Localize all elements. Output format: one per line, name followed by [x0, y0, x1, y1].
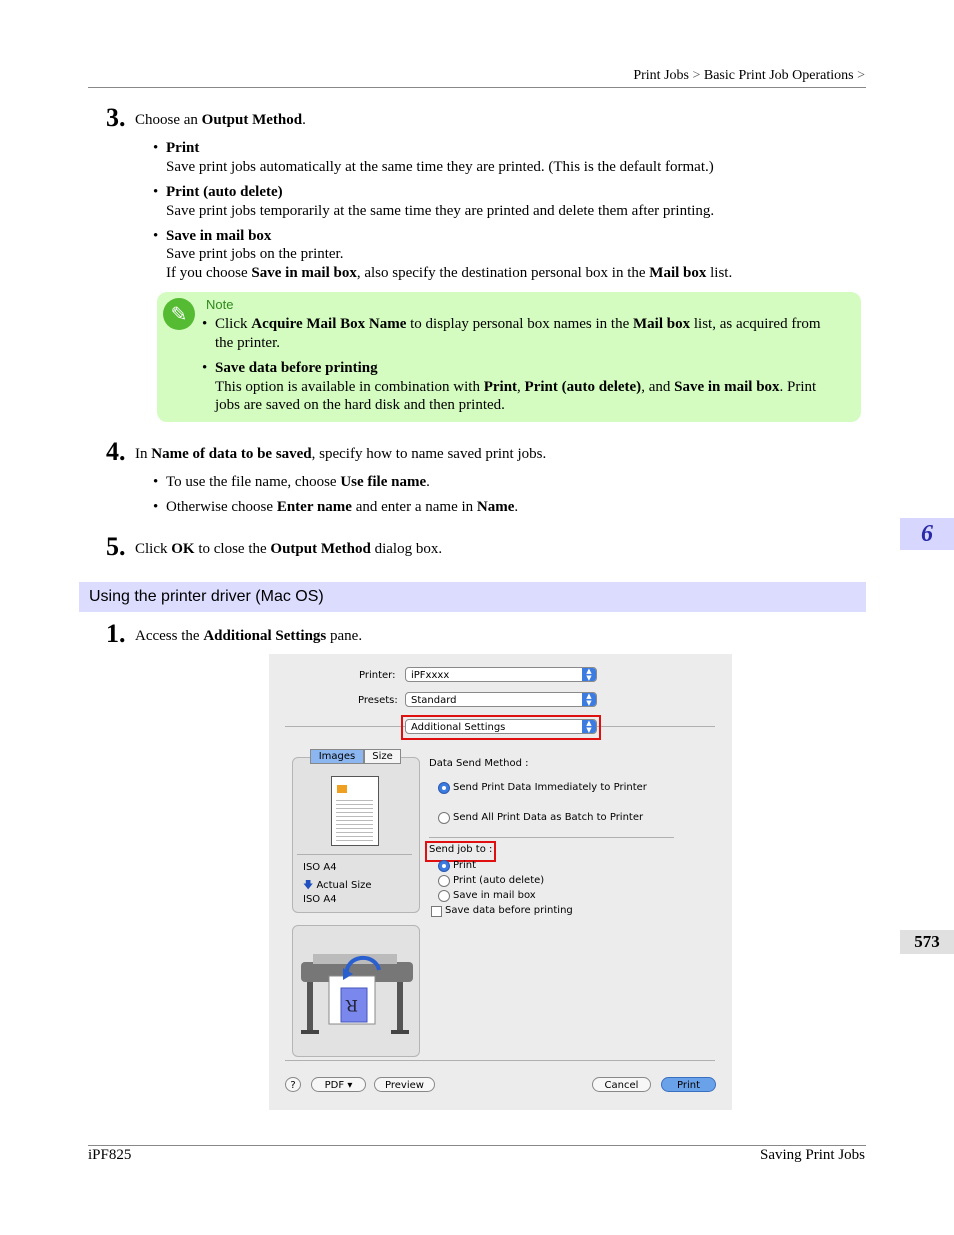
- radio-send-batch[interactable]: [438, 812, 450, 824]
- note-item-save-data-line2: jobs are saved on the hard disk and then printed.: [215, 397, 505, 413]
- paper-size-1: ISO A4: [303, 862, 337, 873]
- pdf-button[interactable]: PDF ▾: [311, 1077, 366, 1092]
- divider: [285, 1060, 715, 1061]
- page-thumbnail: [331, 776, 379, 846]
- bullet-print-auto-delete: • Print (auto delete): [153, 184, 283, 200]
- presets-label: Presets:: [358, 695, 398, 706]
- checkbox-save-data[interactable]: [431, 906, 442, 917]
- step5-text: Click OK to close the Output Method dialog box.: [135, 541, 443, 557]
- step-number-3: 3.: [106, 103, 126, 132]
- label-send-immediately: Send Print Data Immediately to Printer: [453, 782, 647, 793]
- bullet-print-desc: Save print jobs automatically at the same time they are printed. (This is the default format.): [166, 159, 714, 175]
- step4-text: In Name of data to be saved, specify how to name saved print jobs.: [135, 446, 547, 462]
- data-send-method-label: Data Send Method :: [429, 758, 529, 769]
- bullet-print: • Print: [153, 140, 200, 156]
- thumbnail-text-lines: [336, 797, 373, 841]
- footer-model: iPF825: [88, 1147, 132, 1163]
- printer-image-pane: [292, 925, 420, 1057]
- breadcrumb-separator: >: [692, 68, 701, 83]
- send-job-to-label: Send job to :: [429, 844, 493, 855]
- step-number-1: 1.: [106, 619, 126, 648]
- cancel-button[interactable]: Cancel: [592, 1077, 651, 1092]
- radio-print-auto-delete[interactable]: [438, 875, 450, 887]
- pane-value: Additional Settings: [411, 722, 506, 733]
- breadcrumb-separator: >: [857, 68, 865, 83]
- note-item-acquire-line2: the printer.: [215, 335, 280, 351]
- highlight-send-job-to: [425, 841, 496, 862]
- print-dialog: [269, 654, 732, 1110]
- step3-text: Choose an Output Method.: [135, 112, 306, 128]
- radio-print[interactable]: [438, 860, 450, 872]
- divider: [297, 854, 412, 855]
- note-item-save-data-desc: This option is available in combination with Print, Print (auto delete), and Save in mail box. Print: [215, 379, 817, 395]
- breadcrumb-basic-operations: Basic Print Job Operations: [703, 68, 854, 83]
- divider: [429, 837, 674, 838]
- bullet-save-mail-box-desc: Save print jobs on the printer.: [166, 246, 344, 262]
- breadcrumb-print-jobs: Print Jobs: [633, 68, 689, 83]
- label-print: Print: [453, 860, 477, 871]
- popup-arrows-icon: ▲ ▼: [582, 693, 596, 706]
- paper-size-2: ISO A4: [303, 894, 337, 905]
- radio-save-mail-box[interactable]: [438, 890, 450, 902]
- printer-label: Printer:: [359, 670, 396, 681]
- step4-bullet-enter-name: • Otherwise choose Enter name and enter a name in Name.: [153, 499, 519, 515]
- tab-images[interactable]: Images: [310, 749, 364, 764]
- bullet-print-auto-delete-desc: Save print jobs temporarily at the same time they are printed and delete them after printing.: [166, 203, 715, 219]
- actual-size: 🡇 Actual Size: [303, 880, 372, 891]
- label-save-mail-box: Save in mail box: [453, 890, 536, 901]
- printer-popup[interactable]: [405, 667, 597, 682]
- note-item-save-data: • Save data before printing: [202, 360, 378, 376]
- header-rule: [88, 87, 866, 88]
- presets-popup[interactable]: [405, 692, 597, 707]
- highlight-additional-settings: [401, 715, 601, 740]
- bullet-save-mail-box: • Save in mail box: [153, 228, 272, 244]
- label-print-auto-delete: Print (auto delete): [453, 875, 545, 886]
- svg-text:R: R: [345, 996, 358, 1015]
- step4-bullet-use-file-name: • To use the file name, choose Use file name.: [153, 474, 430, 490]
- popup-arrows-icon: ▲ ▼: [582, 668, 596, 681]
- step1-text: Access the Additional Settings pane.: [135, 628, 363, 644]
- step-number-4: 4.: [106, 437, 126, 466]
- preview-button[interactable]: Preview: [374, 1077, 435, 1092]
- footer-chapter-title: Saving Print Jobs: [759, 1147, 865, 1163]
- note-label: Note: [206, 297, 234, 312]
- printer-illustration-icon: [293, 926, 417, 1054]
- tab-size[interactable]: Size: [364, 749, 401, 764]
- step-number-5: 5.: [106, 532, 126, 561]
- chapter-tab[interactable]: 6: [900, 518, 954, 550]
- running-header: [633, 68, 865, 84]
- note-item-acquire: • Click Acquire Mail Box Name to display personal box names in the Mail box list, as acquired from: [202, 316, 821, 332]
- section-title: Using the printer driver (Mac OS): [89, 588, 324, 605]
- page-number: 573: [900, 930, 954, 954]
- print-button[interactable]: Print: [661, 1077, 716, 1092]
- mail-box-instruction: If you choose Save in mail box, also specify the destination personal box in the Mail box list.: [166, 265, 733, 281]
- pencil-note-icon: ✎: [163, 298, 195, 330]
- printer-value: iPFxxxx: [411, 670, 450, 681]
- radio-send-immediately[interactable]: [438, 782, 450, 794]
- footer-rule: [88, 1145, 866, 1146]
- label-save-data: Save data before printing: [445, 905, 573, 916]
- label-send-batch: Send All Print Data as Batch to Printer: [453, 812, 644, 823]
- arrow-down-icon: 🡇: [303, 880, 314, 891]
- presets-value: Standard: [411, 695, 457, 706]
- thumbnail-image-icon: [337, 785, 347, 793]
- popup-arrows-icon: ▲ ▼: [582, 720, 596, 733]
- help-button[interactable]: ?: [285, 1077, 301, 1092]
